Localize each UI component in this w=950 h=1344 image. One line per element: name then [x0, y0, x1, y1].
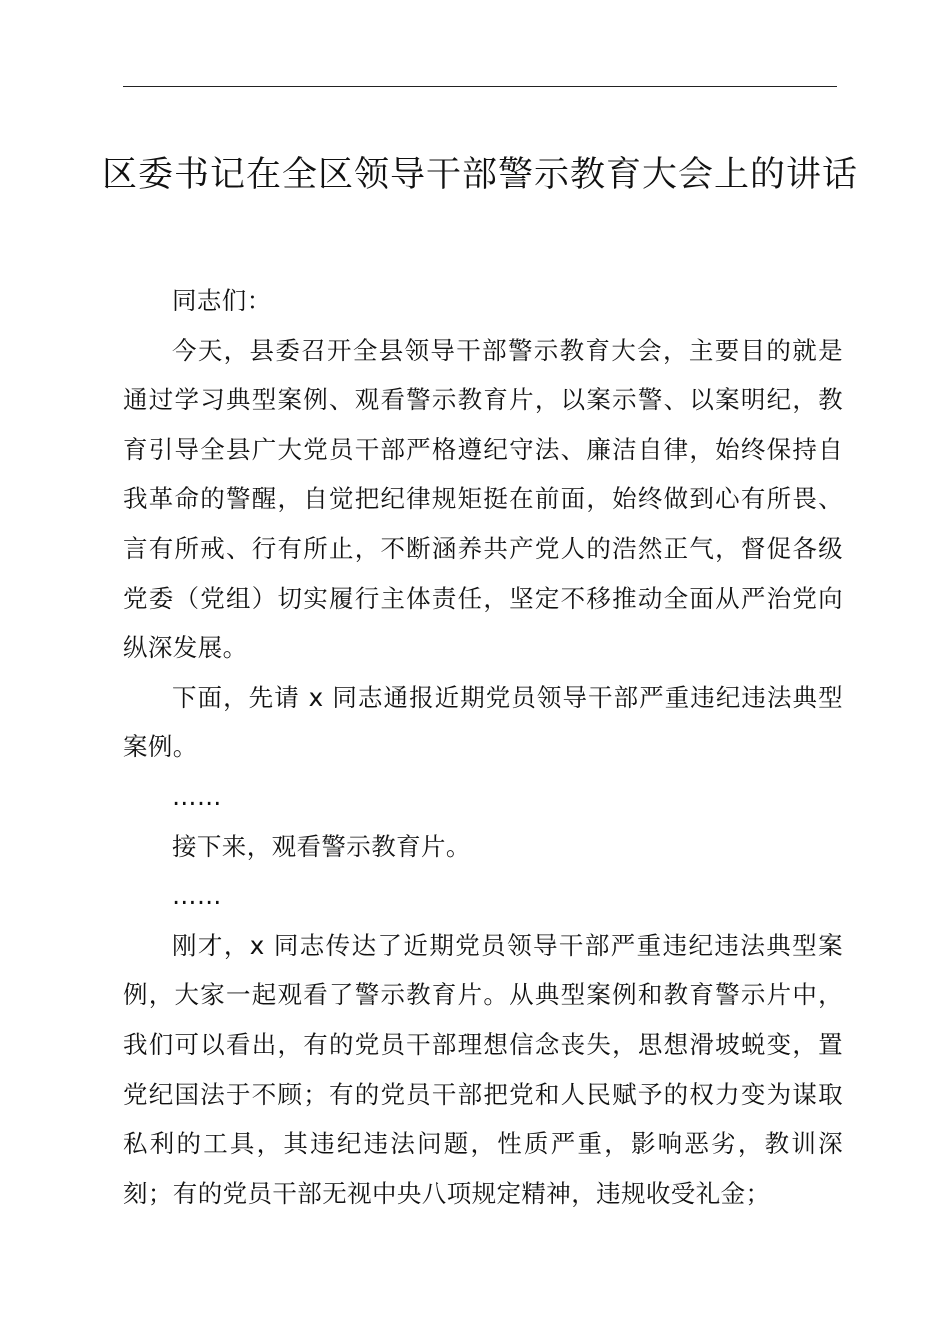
body-paragraph: 下面，先请 x 同志通报近期党员领导干部严重违纪违法典型案例。	[123, 682, 843, 762]
ellipsis-paragraph: ……	[172, 781, 222, 811]
ellipsis-paragraph: ……	[172, 881, 222, 911]
document-title: 区委书记在全区领导干部警示教育大会上的讲话	[101, 155, 858, 195]
body-paragraph: 刚才，x 同志传达了近期党员领导干部严重违纪违法典型案例，大家一起观看了警示教育片。从典型案例和教育警示片中，我们可以看出，有的党员干部理想信念丧失，思想滑坡蜕变，置党纪国法于不顾；有的党员干部把党和人民赋予的权力变为谋取私利的工具，其违纪违法问题，性质严重，影响恶劣，教训深刻；有的党员干部无视中央八项规定精神，违规收受礼金；	[123, 930, 843, 1208]
salutation-paragraph: 同志们：	[172, 286, 272, 315]
body-paragraph: 接下来，观看警示教育片。	[172, 831, 471, 861]
body-paragraph: 今天，县委召开全县领导干部警示教育大会，主要目的就是通过学习典型案例、观看警示教育片，以案示警、以案明纪，教育引导全县广大党员干部严格遵纪守法、廉洁自律，始终保持自我革命的警醒，自觉把纪律规矩挺在前面，始终做到心有所畏、言有所戒、行有所止，不断涵养共产党人的浩然正气，督促各级党委（党组）切实履行主体责任，坚定不移推动全面从严治党向纵深发展。	[123, 335, 843, 663]
header-rule	[123, 86, 837, 87]
document-body	[123, 276, 843, 1218]
